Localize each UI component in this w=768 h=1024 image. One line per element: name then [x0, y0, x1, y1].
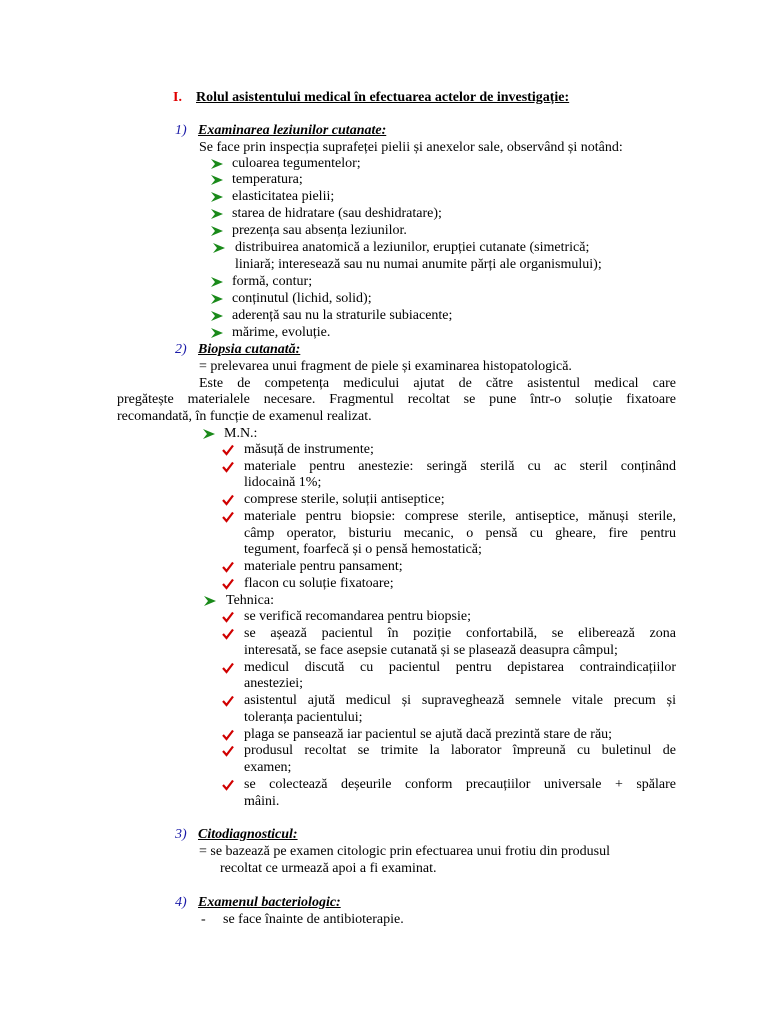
check-bullet-icon [222, 695, 234, 707]
technique-item-continued: examen; [244, 760, 292, 775]
technique-label: Tehnica: [226, 593, 274, 608]
list-item: aderență sau nu la straturile subiacente; [232, 308, 453, 323]
section-2-definition: = prelevarea unui fragment de piele și examinarea histopatologică. [199, 359, 572, 374]
check-bullet-icon [222, 461, 234, 473]
mn-item: flacon cu soluție fixatoare; [244, 576, 394, 591]
section-3-title: Citodiagnosticul: [198, 827, 298, 842]
check-bullet-icon [222, 745, 234, 757]
section-1-title: Examinarea leziunilor cutanate: [198, 123, 387, 138]
section-2-number: 2) [175, 342, 187, 357]
arrow-bullet-icon [210, 208, 224, 220]
arrow-bullet-icon [210, 327, 224, 339]
heading-number: I. [173, 90, 182, 105]
technique-item: plaga se pansează iar pacientul se ajută dacă prezintă stare de rău; [244, 727, 613, 742]
section-3-line: recoltat ce urmează apoi a fi examinat. [220, 861, 437, 876]
section-3-line: = se bazează pe examen citologic prin efectuarea unui frotiu din produsul [199, 844, 611, 859]
technique-item: se verifică recomandarea pentru biopsie; [244, 609, 472, 624]
check-bullet-icon [222, 578, 234, 590]
mn-item-continued: lidocaină 1%; [244, 475, 322, 490]
technique-item: se așează pacientul în poziție confortabilă, se eliberează zona [244, 626, 676, 641]
section-2-title: Biopsia cutanată: [198, 342, 301, 357]
check-bullet-icon [222, 511, 234, 523]
list-item: conținutul (lichid, solid); [232, 291, 372, 306]
list-item: formă, contur; [232, 274, 313, 289]
arrow-bullet-icon [202, 428, 216, 440]
technique-item: medicul discută cu pacientul pentru depistarea contraindicațiilor [244, 660, 676, 675]
arrow-bullet-icon [210, 191, 224, 203]
mn-item: materiale pentru biopsie: comprese sterile, antiseptice, mănuși sterile, [244, 509, 676, 524]
arrow-bullet-icon [210, 174, 224, 186]
list-item: culoarea tegumentelor; [232, 156, 361, 171]
arrow-bullet-icon [210, 225, 224, 237]
section-4-title: Examenul bacteriologic: [198, 895, 341, 910]
arrow-bullet-icon [203, 595, 217, 607]
mn-item: comprese sterile, soluții antiseptice; [244, 492, 445, 507]
arrow-bullet-icon [212, 242, 226, 254]
list-item: temperatura; [232, 172, 303, 187]
mn-label: M.N.: [224, 426, 258, 441]
technique-item-continued: toleranța pacientului; [244, 710, 363, 725]
arrow-bullet-icon [210, 310, 224, 322]
list-item: distribuirea anatomică a leziunilor, erupției cutanate (simetrică; [235, 240, 590, 255]
technique-item-continued: mâini. [244, 794, 280, 809]
check-bullet-icon [222, 662, 234, 674]
check-bullet-icon [222, 628, 234, 640]
mn-item-continued: tegument, foarfecă și o pensă hemostatică; [244, 542, 482, 557]
paragraph-line: pregătește materialele necesare. Fragmentul recoltat se pune într-o soluție fixatoare [117, 392, 676, 407]
paragraph-line: recomandată, în funcție de examenul realizat. [117, 409, 372, 424]
section-4-number: 4) [175, 895, 187, 910]
technique-item: produsul recoltat se trimite la laborator împreună cu buletinul de [244, 743, 676, 758]
mn-item-continued: câmp operator, bisturiu mecanic, o pensă cu gheare, fire pentru [244, 526, 676, 541]
dash-bullet: - [201, 912, 206, 927]
section-3-number: 3) [175, 827, 187, 842]
paragraph-line: Este de competența medicului ajutat de către asistentul medical care [199, 376, 676, 391]
section-4-line: se face înainte de antibioterapie. [223, 912, 404, 927]
list-item-continued: liniară; interesează sau nu numai anumite părți ale organismului); [235, 257, 602, 272]
mn-item: materiale pentru anestezie: seringă sterilă cu ac steril conținând [244, 459, 676, 474]
check-bullet-icon [222, 494, 234, 506]
heading-title: Rolul asistentului medical în efectuarea actelor de investigație: [196, 90, 570, 105]
section-1-number: 1) [175, 123, 187, 138]
list-item: elasticitatea pielii; [232, 189, 335, 204]
check-bullet-icon [222, 611, 234, 623]
check-bullet-icon [222, 779, 234, 791]
mn-item: măsuță de instrumente; [244, 442, 374, 457]
check-bullet-icon [222, 729, 234, 741]
technique-item-continued: anesteziei; [244, 676, 304, 691]
arrow-bullet-icon [210, 293, 224, 305]
arrow-bullet-icon [210, 158, 224, 170]
technique-item: asistentul ajută medicul și supraveghează semnele vitale precum și [244, 693, 676, 708]
mn-item: materiale pentru pansament; [244, 559, 403, 574]
arrow-bullet-icon [210, 276, 224, 288]
technique-item: se colectează deșeurile conform precauțiilor universale + spălare [244, 777, 676, 792]
list-item: starea de hidratare (sau deshidratare); [232, 206, 442, 221]
list-item: prezența sau absența leziunilor. [232, 223, 407, 238]
technique-item-continued: interesată, se face asepsie cutanată și se plasează deasupra câmpul; [244, 643, 618, 658]
check-bullet-icon [222, 444, 234, 456]
section-1-intro: Se face prin inspecția suprafeței pielii și anexelor sale, observând și notând: [199, 140, 623, 155]
list-item: mărime, evoluție. [232, 325, 331, 340]
check-bullet-icon [222, 561, 234, 573]
